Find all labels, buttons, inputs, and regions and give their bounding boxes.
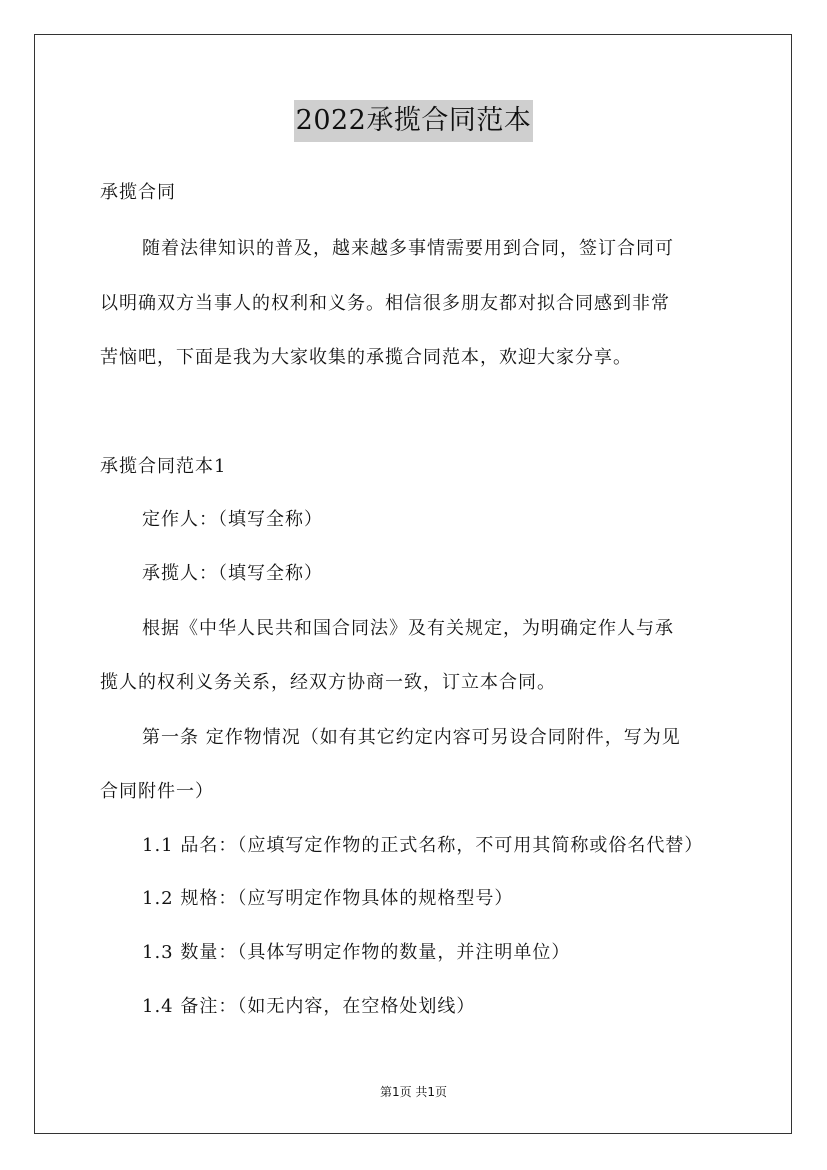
item-1-1: 1.1 品名：（应填写定作物的正式名称，不可用其简称或俗名代替）	[142, 835, 704, 856]
title-container	[0, 100, 827, 142]
article1-line-1: 第一条 定作物情况（如有其它约定内容可另设合同附件，写为见	[142, 727, 681, 748]
section-heading: 承揽合同范本1	[100, 456, 227, 477]
party-b: 承揽人：（填写全称）	[142, 563, 323, 584]
subtitle: 承揽合同	[100, 182, 176, 203]
article1-line-2: 合同附件一）	[100, 781, 214, 802]
page-number: 第1页 共1页	[379, 1085, 448, 1099]
preamble-line-2: 揽人的权利义务关系，经双方协商一致，订立本合同。	[100, 672, 556, 693]
intro-line-3: 苦恼吧，下面是我为大家收集的承揽合同范本，欢迎大家分享。	[100, 347, 632, 368]
item-1-3: 1.3 数量：（具体写明定作物的数量，并注明单位）	[142, 942, 571, 963]
document-title: 2022承揽合同范本	[294, 100, 534, 142]
intro-line-2: 以明确双方当事人的权利和义务。相信很多朋友都对拟合同感到非常	[100, 293, 670, 314]
intro-line-1: 随着法律知识的普及，越来越多事情需要用到合同，签订合同可	[142, 238, 674, 259]
item-1-2: 1.2 规格：（应写明定作物具体的规格型号）	[142, 888, 514, 909]
party-a: 定作人：（填写全称）	[142, 509, 323, 530]
item-1-4: 1.4 备注：（如无内容，在空格处划线）	[142, 996, 476, 1017]
preamble-line-1: 根据《中华人民共和国合同法》及有关规定，为明确定作人与承	[142, 618, 674, 639]
